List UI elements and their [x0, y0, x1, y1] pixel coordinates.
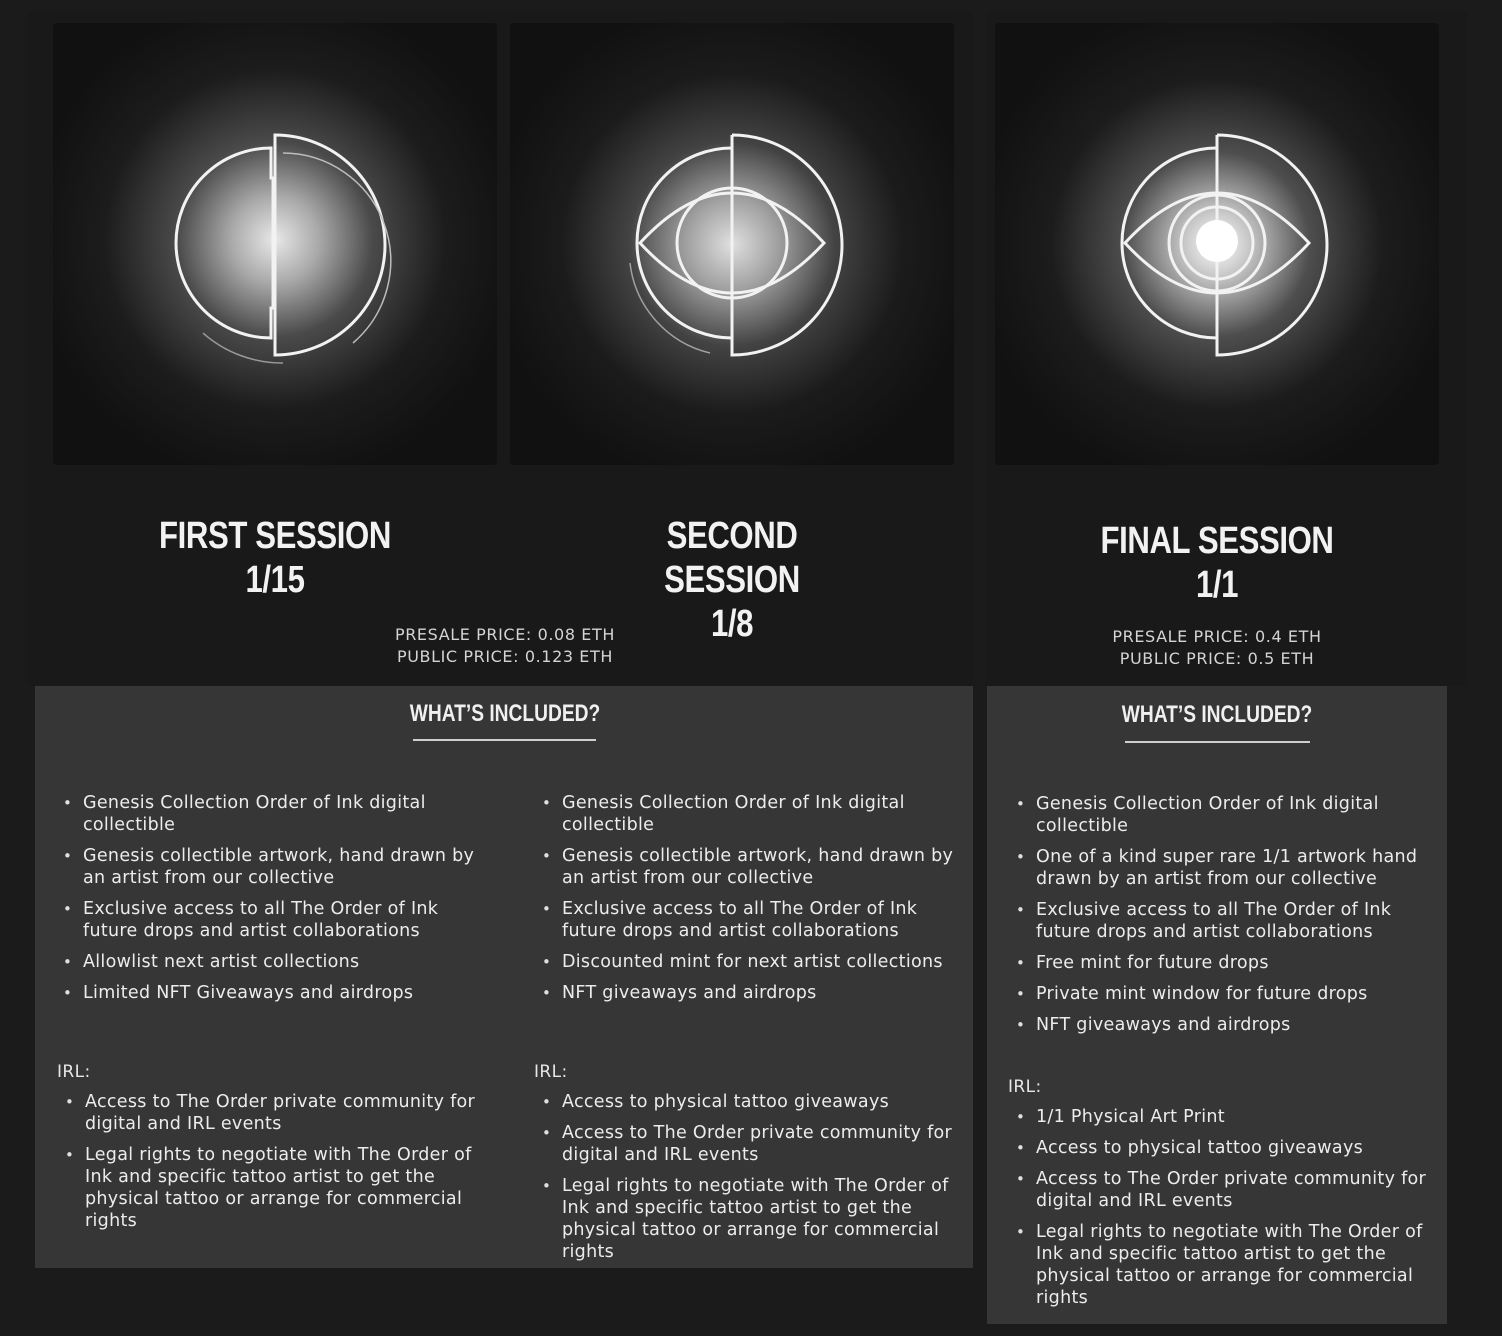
final-session-digital-list	[1010, 793, 1435, 1045]
radiant-eye-emblem-icon	[995, 23, 1439, 465]
list-item: • Allowlist next artist collections	[57, 951, 477, 973]
list-item: • Private mint window for future drops	[1010, 983, 1435, 1005]
second-session-artwork	[510, 23, 954, 465]
shared-price-block	[305, 624, 705, 668]
irl-label: IRL:	[534, 1062, 568, 1082]
list-item: • 1/1 Physical Art Print	[1010, 1106, 1435, 1128]
list-item: • Free mint for future drops	[1010, 952, 1435, 974]
whats-included-heading-final: WHAT’S INCLUDED?	[1121, 701, 1313, 728]
list-item: • NFT giveaways and airdrops	[536, 982, 956, 1004]
tier-title: SECOND SESSION	[664, 515, 800, 601]
list-item: • Limited NFT Giveaways and airdrops	[57, 982, 477, 1004]
first-session-irl-list	[59, 1091, 479, 1241]
list-item: • Exclusive access to all The Order of Ink future drops and artist collaborations	[1010, 899, 1435, 943]
list-item: • Legal rights to negotiate with The Order of Ink and specific tattoo artist to get the physical tattoo or arrange for commercial rights	[1010, 1221, 1435, 1309]
second-session-irl-list	[536, 1091, 956, 1272]
tier-count: 1/8	[710, 603, 754, 645]
tier-count: 1/15	[245, 559, 305, 601]
first-session-title	[152, 514, 398, 602]
list-item: • NFT giveaways and airdrops	[1010, 1014, 1435, 1036]
list-item: • Access to physical tattoo giveaways	[536, 1091, 956, 1113]
list-item: • Genesis collectible artwork, hand drawn by an artist from our collective	[536, 845, 956, 889]
first-session-artwork	[53, 23, 497, 465]
final-price-block	[1017, 626, 1417, 670]
list-item: • Legal rights to negotiate with The Order of Ink and specific tattoo artist to get the physical tattoo or arrange for commercial rights	[536, 1175, 956, 1263]
eye-emblem-icon	[510, 23, 954, 465]
list-item: • Discounted mint for next artist collections	[536, 951, 956, 973]
irl-label: IRL:	[57, 1062, 91, 1082]
second-session-digital-list	[536, 792, 956, 1013]
tier-count: 1/1	[1195, 564, 1239, 606]
list-item: • Genesis Collection Order of Ink digital collectible	[536, 792, 956, 836]
list-item: • Access to The Order private community for digital and IRL events	[1010, 1168, 1435, 1212]
tier-title: FINAL SESSION	[1100, 520, 1334, 562]
list-item: • Genesis Collection Order of Ink digital collectible	[1010, 793, 1435, 837]
heading-underline	[413, 739, 596, 741]
list-item: • Genesis Collection Order of Ink digital collectible	[57, 792, 477, 836]
list-item: • Genesis collectible artwork, hand drawn by an artist from our collective	[57, 845, 477, 889]
final-session-title	[1094, 519, 1340, 607]
public-price: PUBLIC PRICE: 0.123 ETH	[396, 647, 614, 666]
list-item: • Access to The Order private community for digital and IRL events	[59, 1091, 479, 1135]
list-item: • One of a kind super rare 1/1 artwork hand drawn by an artist from our collective	[1010, 846, 1435, 890]
first-session-digital-list	[57, 792, 477, 1013]
irl-label: IRL:	[1008, 1077, 1042, 1097]
list-item: • Access to The Order private community for digital and IRL events	[536, 1122, 956, 1166]
whats-included-heading: WHAT’S INCLUDED?	[409, 700, 601, 727]
list-item: • Exclusive access to all The Order of Ink future drops and artist collaborations	[536, 898, 956, 942]
half-circle-emblem-icon	[53, 23, 497, 465]
final-session-artwork	[995, 23, 1439, 465]
list-item: • Legal rights to negotiate with The Order of Ink and specific tattoo artist to get the physical tattoo or arrange for commercial rights	[59, 1144, 479, 1232]
presale-price: PRESALE PRICE: 0.4 ETH	[1112, 627, 1322, 646]
tier-title: FIRST SESSION	[159, 515, 391, 557]
public-price: PUBLIC PRICE: 0.5 ETH	[1119, 649, 1315, 668]
list-item: • Exclusive access to all The Order of Ink future drops and artist collaborations	[57, 898, 477, 942]
heading-underline	[1125, 741, 1310, 743]
list-item: • Access to physical tattoo giveaways	[1010, 1137, 1435, 1159]
final-session-irl-list	[1010, 1106, 1435, 1318]
presale-price: PRESALE PRICE: 0.08 ETH	[394, 625, 616, 644]
